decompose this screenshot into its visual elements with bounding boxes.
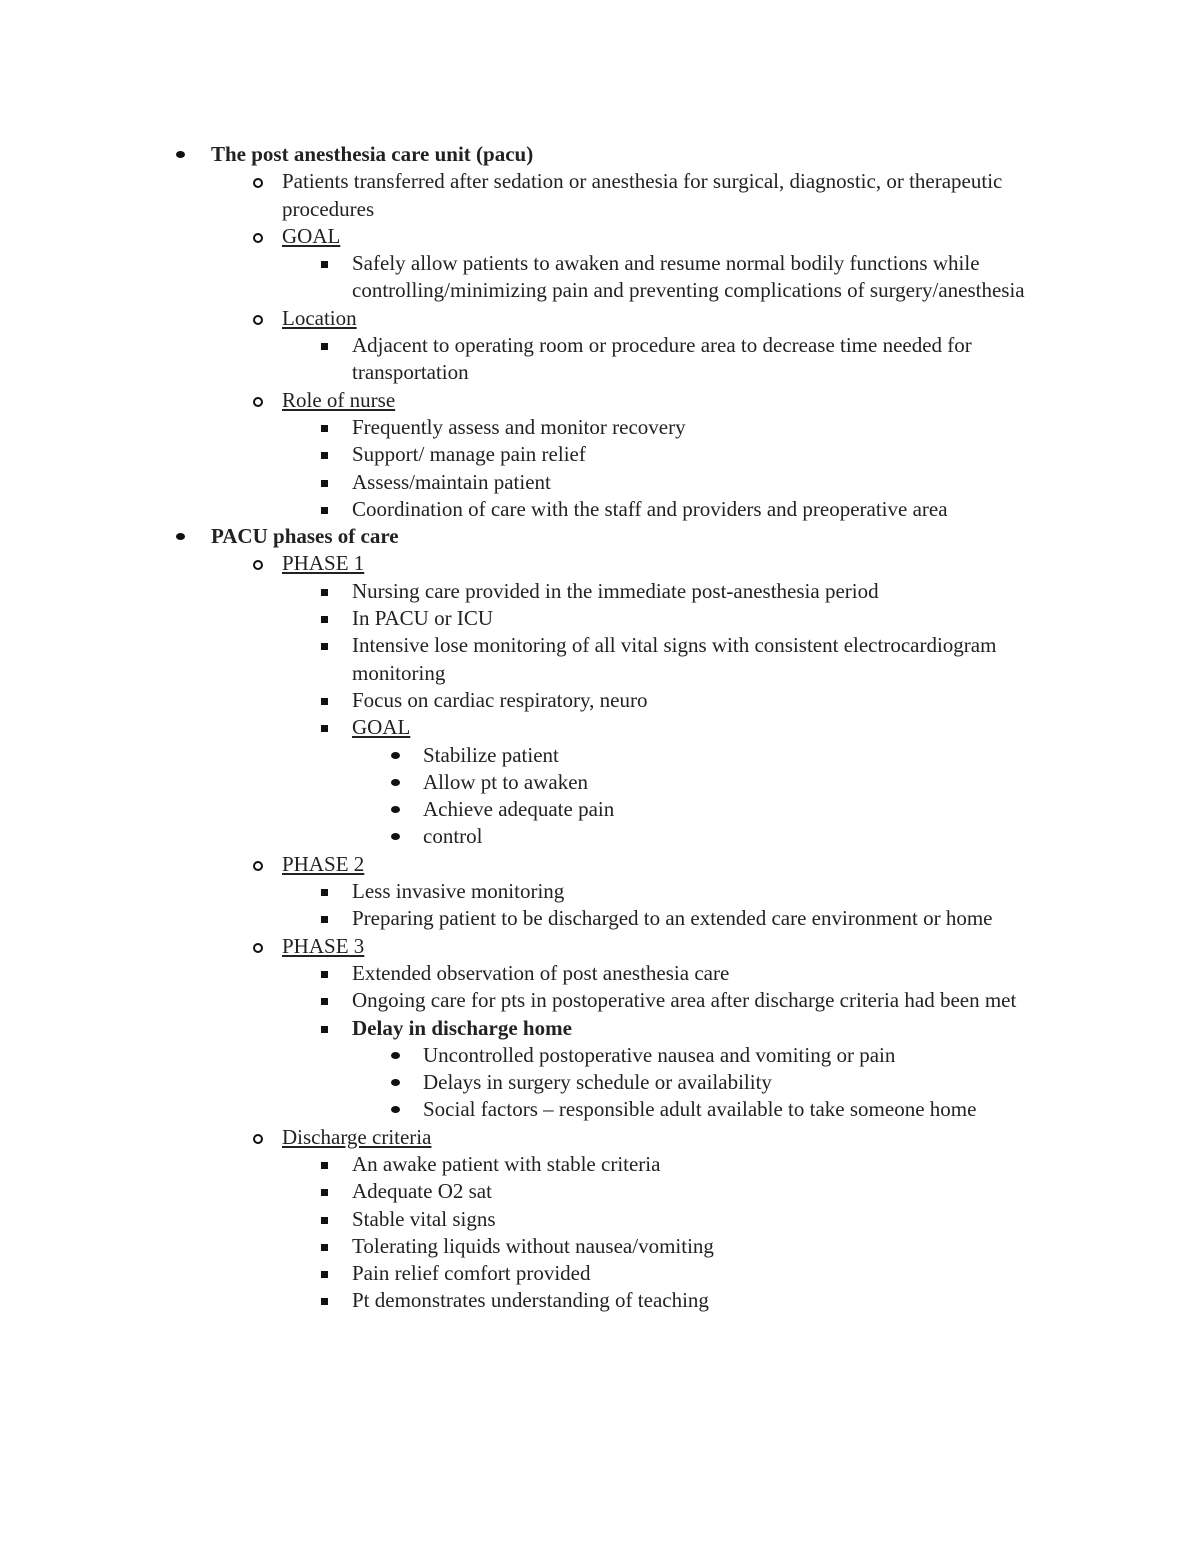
bullet-square-icon xyxy=(316,578,336,605)
bullet-disc-icon xyxy=(386,769,406,796)
bullet-square-icon xyxy=(316,632,336,659)
bullet-square-icon xyxy=(316,1206,336,1233)
bullet-disc-icon xyxy=(171,141,191,168)
list-item xyxy=(0,769,1063,796)
item-text: Pain relief comfort provided xyxy=(352,1261,591,1286)
item-text: Achieve adequate pain xyxy=(423,797,615,822)
list-item xyxy=(0,1260,1062,1287)
list-item xyxy=(0,687,1062,714)
section-heading-pacu xyxy=(0,141,1071,168)
item-text: Patients transferred after sedation or anesthesia for surgical, diagnostic, or therapeutic procedures xyxy=(282,169,1003,221)
subheading-phase-2 xyxy=(0,851,1062,878)
subheading-text: Discharge criteria xyxy=(282,1124,432,1149)
list-item xyxy=(0,1178,1062,1205)
bullet-square-icon xyxy=(316,469,336,496)
bullet-disc-icon xyxy=(386,1069,406,1096)
list-item xyxy=(0,605,1062,632)
list-item xyxy=(0,1206,1062,1233)
outline xyxy=(0,141,1200,1315)
item-text: An awake patient with stable criteria xyxy=(352,1151,661,1176)
item-text: Uncontrolled postoperative nausea and vomiting or pain xyxy=(423,1042,896,1067)
item-text: Extended observation of post anesthesia care xyxy=(352,960,730,985)
bullet-square-icon xyxy=(316,687,336,714)
heading-text: The post anesthesia care unit (pacu) xyxy=(211,142,534,166)
list-item xyxy=(0,496,1062,523)
subheading-role-of-nurse xyxy=(0,387,1062,414)
list-item xyxy=(0,742,1063,769)
bullet-circle-icon xyxy=(248,223,268,250)
list-item xyxy=(0,905,1062,932)
subheading-text: PHASE 2 xyxy=(282,851,365,876)
bullet-square-icon xyxy=(316,960,336,987)
bullet-circle-icon xyxy=(248,933,268,960)
list-item xyxy=(0,987,1062,1014)
subheading-phase-1-goal xyxy=(0,714,1062,741)
list-item xyxy=(0,796,1063,823)
bullet-disc-icon xyxy=(386,1096,406,1123)
list-item xyxy=(0,878,1062,905)
subheading-location xyxy=(0,305,1062,332)
item-text: Stabilize patient xyxy=(423,742,559,767)
item-text: In PACU or ICU xyxy=(352,606,493,631)
list-item xyxy=(0,1151,1062,1178)
subheading-text: Role of nurse xyxy=(282,387,396,412)
section-heading-phases xyxy=(0,523,1071,550)
heading-text: PACU phases of care xyxy=(211,524,399,549)
list-item xyxy=(0,441,1062,468)
bullet-circle-icon xyxy=(248,851,268,878)
bullet-square-icon xyxy=(316,714,336,741)
item-text: Stable vital signs xyxy=(352,1206,496,1231)
item-text: Pt demonstrates understanding of teaching xyxy=(352,1288,709,1313)
bullet-square-icon xyxy=(316,414,336,441)
bullet-square-icon xyxy=(316,250,336,277)
subheading-text: Location xyxy=(282,305,357,330)
bullet-square-icon xyxy=(316,332,336,359)
list-item xyxy=(0,250,1062,305)
bullet-square-icon xyxy=(316,987,336,1014)
bullet-square-icon xyxy=(316,1233,336,1260)
list-item xyxy=(0,414,1062,441)
bullet-circle-icon xyxy=(248,550,268,577)
item-text: Adjacent to operating room or procedure area to decrease time needed for transportation xyxy=(352,333,972,385)
item-text: Tolerating liquids without nausea/vomiting xyxy=(352,1233,714,1258)
list-item xyxy=(0,332,1062,387)
list-item xyxy=(0,1042,1063,1069)
bullet-disc-icon xyxy=(386,742,406,769)
bullet-disc-icon xyxy=(171,523,191,550)
bullet-square-icon xyxy=(316,878,336,905)
bullet-circle-icon xyxy=(248,305,268,332)
bullet-square-icon xyxy=(316,1178,336,1205)
bullet-disc-icon xyxy=(386,796,406,823)
bullet-square-icon xyxy=(316,905,336,932)
subheading-text: GOAL xyxy=(282,223,341,248)
subheading-text: Delay in discharge home xyxy=(352,1015,572,1040)
bullet-square-icon xyxy=(316,1151,336,1178)
list-item xyxy=(0,1233,1062,1260)
item-text: Nursing care provided in the immediate post-anesthesia period xyxy=(352,578,879,603)
subheading-text: PHASE 3 xyxy=(282,933,365,958)
subheading-text: GOAL xyxy=(352,715,411,740)
bullet-square-icon xyxy=(316,1015,336,1042)
item-text: Intensive lose monitoring of all vital signs with consistent electrocardiogram monitoring xyxy=(352,633,997,685)
subheading-phase-3 xyxy=(0,933,1062,960)
subheading-delay-in-discharge xyxy=(0,1015,1062,1042)
item-text: Assess/maintain patient xyxy=(352,469,551,494)
item-text: Adequate O2 sat xyxy=(352,1179,492,1204)
item-text: Allow pt to awaken xyxy=(423,769,589,794)
bullet-circle-icon xyxy=(248,168,268,195)
list-item xyxy=(0,960,1062,987)
item-text: Safely allow patients to awaken and resume normal bodily functions while controlling/minimizing pain and preventing complications of surgery/anesthesia xyxy=(352,251,1025,303)
bullet-circle-icon xyxy=(248,1124,268,1151)
item-text: Less invasive monitoring xyxy=(352,879,565,904)
list-item xyxy=(0,1287,1062,1314)
item-text: Ongoing care for pts in postoperative area after discharge criteria had been met xyxy=(352,988,1017,1013)
list-item xyxy=(0,469,1062,496)
bullet-disc-icon xyxy=(386,823,406,850)
list-item xyxy=(0,1069,1063,1096)
bullet-disc-icon xyxy=(386,1042,406,1069)
item-text: Frequently assess and monitor recovery xyxy=(352,414,686,439)
item-text: Social factors – responsible adult available to take someone home xyxy=(423,1097,977,1122)
bullet-square-icon xyxy=(316,605,336,632)
bullet-circle-icon xyxy=(248,387,268,414)
list-item xyxy=(0,1096,1063,1123)
list-item xyxy=(0,632,1062,687)
item-text: Preparing patient to be discharged to an extended care environment or home xyxy=(352,906,993,931)
list-item xyxy=(0,578,1062,605)
bullet-square-icon xyxy=(316,1287,336,1314)
bullet-square-icon xyxy=(316,1260,336,1287)
item-text: Support/ manage pain relief xyxy=(352,442,586,467)
item-text: Coordination of care with the staff and providers and preoperative area xyxy=(352,496,948,521)
bullet-square-icon xyxy=(316,496,336,523)
subheading-phase-1 xyxy=(0,550,1062,577)
subheading-goal xyxy=(0,223,1062,250)
list-item xyxy=(0,823,1063,850)
item-text: control xyxy=(423,824,483,849)
list-item xyxy=(0,168,1062,223)
subheading-discharge-criteria xyxy=(0,1124,1062,1151)
bullet-square-icon xyxy=(316,441,336,468)
subheading-text: PHASE 1 xyxy=(282,551,365,576)
item-text: Delays in surgery schedule or availability xyxy=(423,1070,772,1095)
item-text: Focus on cardiac respiratory, neuro xyxy=(352,687,648,712)
